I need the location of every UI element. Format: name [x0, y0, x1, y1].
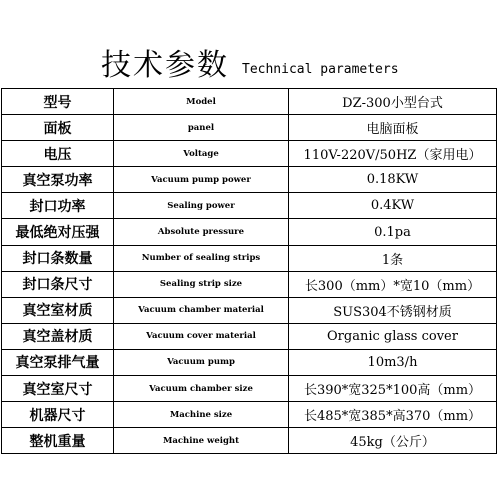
param-value: 0.4KW	[289, 193, 497, 219]
table-row	[2, 193, 497, 219]
param-value: 0.1pa	[289, 219, 497, 245]
param-name-cn: 真空室材质	[2, 297, 114, 323]
param-name-cn: 整机重量	[2, 428, 114, 454]
param-value: 长390*宽325*100高（mm）	[289, 376, 497, 402]
param-name-en: Number of sealing strips	[114, 245, 289, 271]
param-value: 10m3/h	[289, 349, 497, 375]
param-name-en: Model	[114, 89, 289, 115]
param-name-cn: 面板	[2, 115, 114, 141]
page-header	[0, 46, 500, 86]
param-value: 长300（mm）*宽10（mm）	[289, 271, 497, 297]
param-name-cn: 封口功率	[2, 193, 114, 219]
param-name-cn: 电压	[2, 141, 114, 167]
table-row	[2, 115, 497, 141]
page-title: 技术参数	[101, 48, 229, 83]
param-name-cn: 真空泵排气量	[2, 349, 114, 375]
param-value: 110V-220V/50HZ（家用电）	[289, 141, 497, 167]
table-row	[2, 402, 497, 428]
table-row	[2, 245, 497, 271]
spec-table-body	[2, 89, 497, 454]
param-value: 电脑面板	[289, 115, 497, 141]
param-value: 0.18KW	[289, 167, 497, 193]
param-name-en: Vacuum pump power	[114, 167, 289, 193]
param-name-en: Sealing strip size	[114, 271, 289, 297]
param-value: 45kg（公斤）	[289, 428, 497, 454]
spec-table	[1, 88, 497, 454]
param-name-cn: 型号	[2, 89, 114, 115]
param-name-cn: 真空泵功率	[2, 167, 114, 193]
param-name-cn: 最低绝对压强	[2, 219, 114, 245]
param-name-en: Voltage	[114, 141, 289, 167]
table-row	[2, 89, 497, 115]
param-name-cn: 封口条尺寸	[2, 271, 114, 297]
table-row	[2, 141, 497, 167]
table-row	[2, 323, 497, 349]
param-name-en: Sealing power	[114, 193, 289, 219]
param-name-en: Vacuum cover material	[114, 323, 289, 349]
param-value: DZ-300小型台式	[289, 89, 497, 115]
param-name-en: Vacuum pump	[114, 349, 289, 375]
table-row	[2, 428, 497, 454]
param-value: Organic glass cover	[289, 323, 497, 349]
param-name-en: panel	[114, 115, 289, 141]
param-name-cn: 真空室尺寸	[2, 376, 114, 402]
param-value: 1条	[289, 245, 497, 271]
param-value: 长485*宽385*高370（mm）	[289, 402, 497, 428]
table-row	[2, 297, 497, 323]
table-row	[2, 271, 497, 297]
page-subtitle: Technical parameters	[242, 62, 399, 77]
param-name-en: Machine weight	[114, 428, 289, 454]
param-value: SUS304不锈钢材质	[289, 297, 497, 323]
param-name-en: Absolute pressure	[114, 219, 289, 245]
table-row	[2, 376, 497, 402]
table-row	[2, 349, 497, 375]
param-name-cn: 机器尺寸	[2, 402, 114, 428]
table-row	[2, 219, 497, 245]
table-row	[2, 167, 497, 193]
param-name-en: Machine size	[114, 402, 289, 428]
param-name-cn: 真空盖材质	[2, 323, 114, 349]
param-name-cn: 封口条数量	[2, 245, 114, 271]
param-name-en: Vacuum chamber size	[114, 376, 289, 402]
param-name-en: Vacuum chamber material	[114, 297, 289, 323]
